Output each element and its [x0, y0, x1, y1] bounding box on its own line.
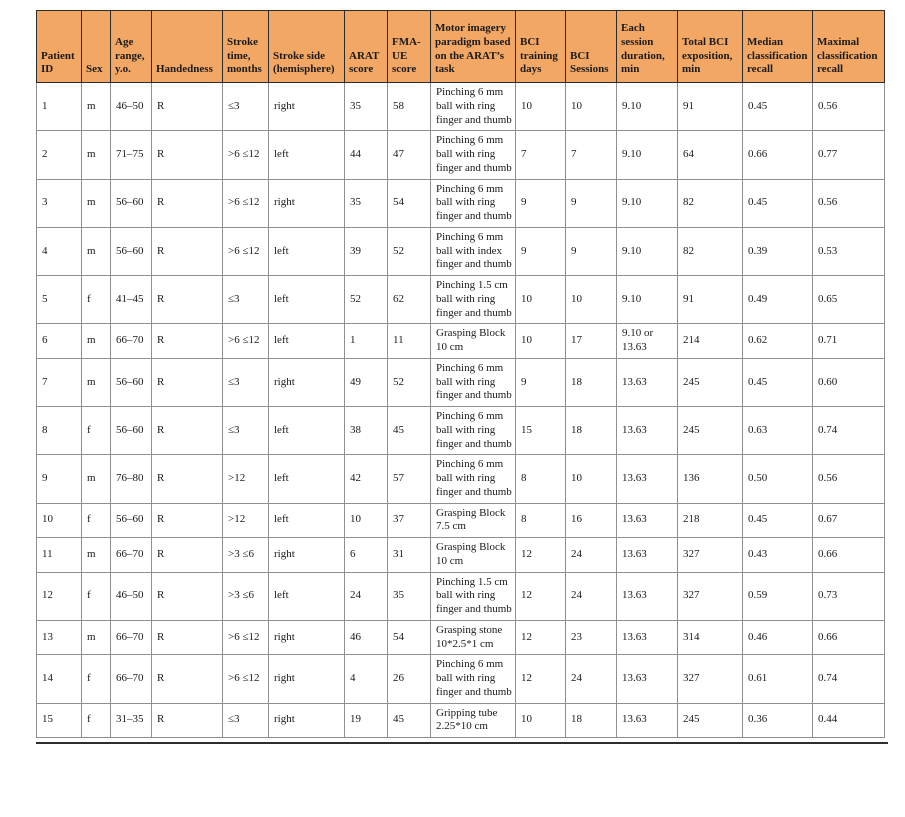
cell-session-duration: 9.10: [617, 276, 678, 324]
cell-total-exposition: 327: [678, 572, 743, 620]
cell-arat-score: 42: [345, 455, 388, 503]
cell-sex: m: [82, 324, 111, 359]
cell-stroke-time: >3 ≤6: [223, 572, 269, 620]
cell-maximal-recall: 0.53: [813, 227, 885, 275]
cell-age-range: 56–60: [111, 179, 152, 227]
cell-handedness: R: [152, 503, 223, 538]
column-header-paradigm: Motor imagery paradigm based on the ARAT’s task: [431, 11, 516, 83]
cell-median-recall: 0.36: [743, 703, 813, 738]
cell-stroke-time: >12: [223, 503, 269, 538]
cell-median-recall: 0.62: [743, 324, 813, 359]
cell-bci-sessions: 17: [566, 324, 617, 359]
cell-age-range: 41–45: [111, 276, 152, 324]
cell-median-recall: 0.59: [743, 572, 813, 620]
cell-bci-training-days: 7: [516, 131, 566, 179]
cell-fma-ue-score: 45: [388, 703, 431, 738]
cell-total-exposition: 64: [678, 131, 743, 179]
cell-total-exposition: 136: [678, 455, 743, 503]
cell-stroke-time: >6 ≤12: [223, 620, 269, 655]
cell-stroke-side: left: [269, 407, 345, 455]
cell-bci-training-days: 12: [516, 620, 566, 655]
cell-handedness: R: [152, 407, 223, 455]
cell-bci-sessions: 16: [566, 503, 617, 538]
table-row: [37, 276, 885, 324]
cell-stroke-side: left: [269, 324, 345, 359]
cell-patient-id: 3: [37, 179, 82, 227]
cell-arat-score: 38: [345, 407, 388, 455]
cell-session-duration: 13.63: [617, 455, 678, 503]
cell-maximal-recall: 0.67: [813, 503, 885, 538]
column-header-stroke-side: Stroke side (hemisphere): [269, 11, 345, 83]
cell-maximal-recall: 0.56: [813, 83, 885, 131]
cell-bci-sessions: 10: [566, 455, 617, 503]
cell-stroke-side: left: [269, 131, 345, 179]
cell-maximal-recall: 0.65: [813, 276, 885, 324]
cell-median-recall: 0.63: [743, 407, 813, 455]
cell-stroke-time: >6 ≤12: [223, 324, 269, 359]
cell-median-recall: 0.43: [743, 538, 813, 573]
cell-stroke-side: left: [269, 455, 345, 503]
table-row: [37, 538, 885, 573]
cell-age-range: 66–70: [111, 538, 152, 573]
cell-sex: f: [82, 276, 111, 324]
cell-session-duration: 13.63: [617, 655, 678, 703]
cell-paradigm: Grasping Block 7.5 cm: [431, 503, 516, 538]
cell-stroke-time: >6 ≤12: [223, 131, 269, 179]
cell-stroke-side: right: [269, 83, 345, 131]
cell-paradigm: Grasping stone 10*2.5*1 cm: [431, 620, 516, 655]
cell-stroke-time: ≤3: [223, 276, 269, 324]
cell-paradigm: Grasping Block 10 cm: [431, 538, 516, 573]
cell-median-recall: 0.49: [743, 276, 813, 324]
column-header-bci-sessions: BCI Sessions: [566, 11, 617, 83]
column-header-bci-training-days: BCI training days: [516, 11, 566, 83]
cell-bci-sessions: 18: [566, 703, 617, 738]
cell-handedness: R: [152, 620, 223, 655]
cell-patient-id: 12: [37, 572, 82, 620]
cell-handedness: R: [152, 276, 223, 324]
table-row: [37, 227, 885, 275]
table-row: [37, 455, 885, 503]
cell-bci-sessions: 24: [566, 572, 617, 620]
cell-fma-ue-score: 54: [388, 620, 431, 655]
header-row: [37, 11, 885, 83]
table-body: [37, 83, 885, 738]
cell-handedness: R: [152, 655, 223, 703]
table-row: [37, 324, 885, 359]
cell-sex: m: [82, 358, 111, 406]
cell-total-exposition: 82: [678, 179, 743, 227]
cell-stroke-side: right: [269, 358, 345, 406]
cell-arat-score: 46: [345, 620, 388, 655]
cell-median-recall: 0.46: [743, 620, 813, 655]
cell-patient-id: 9: [37, 455, 82, 503]
cell-paradigm: Pinching 6 mm ball with index finger and thumb: [431, 227, 516, 275]
cell-handedness: R: [152, 83, 223, 131]
cell-stroke-time: ≤3: [223, 703, 269, 738]
cell-age-range: 71–75: [111, 131, 152, 179]
cell-handedness: R: [152, 455, 223, 503]
cell-total-exposition: 218: [678, 503, 743, 538]
cell-patient-id: 1: [37, 83, 82, 131]
cell-bci-sessions: 7: [566, 131, 617, 179]
cell-bci-training-days: 10: [516, 276, 566, 324]
cell-arat-score: 6: [345, 538, 388, 573]
cell-sex: f: [82, 503, 111, 538]
cell-sex: m: [82, 83, 111, 131]
column-header-stroke-time: Stroke time, months: [223, 11, 269, 83]
cell-patient-id: 14: [37, 655, 82, 703]
cell-patient-id: 8: [37, 407, 82, 455]
cell-age-range: 66–70: [111, 324, 152, 359]
cell-fma-ue-score: 54: [388, 179, 431, 227]
cell-stroke-side: right: [269, 538, 345, 573]
cell-maximal-recall: 0.74: [813, 655, 885, 703]
cell-sex: f: [82, 655, 111, 703]
table-row: [37, 620, 885, 655]
cell-paradigm: Pinching 6 mm ball with ring finger and thumb: [431, 83, 516, 131]
cell-bci-training-days: 12: [516, 538, 566, 573]
cell-patient-id: 7: [37, 358, 82, 406]
cell-bci-sessions: 9: [566, 179, 617, 227]
cell-stroke-time: >6 ≤12: [223, 227, 269, 275]
column-header-maximal-recall: Maximal classification recall: [813, 11, 885, 83]
cell-maximal-recall: 0.73: [813, 572, 885, 620]
cell-total-exposition: 327: [678, 538, 743, 573]
cell-total-exposition: 327: [678, 655, 743, 703]
cell-bci-sessions: 24: [566, 655, 617, 703]
cell-arat-score: 24: [345, 572, 388, 620]
cell-fma-ue-score: 45: [388, 407, 431, 455]
cell-fma-ue-score: 35: [388, 572, 431, 620]
cell-fma-ue-score: 26: [388, 655, 431, 703]
cell-stroke-side: left: [269, 276, 345, 324]
cell-age-range: 56–60: [111, 407, 152, 455]
cell-stroke-time: ≤3: [223, 83, 269, 131]
cell-maximal-recall: 0.56: [813, 179, 885, 227]
table-row: [37, 503, 885, 538]
cell-age-range: 76–80: [111, 455, 152, 503]
cell-median-recall: 0.45: [743, 358, 813, 406]
cell-paradigm: Gripping tube 2.25*10 cm: [431, 703, 516, 738]
cell-maximal-recall: 0.44: [813, 703, 885, 738]
cell-arat-score: 10: [345, 503, 388, 538]
cell-total-exposition: 245: [678, 703, 743, 738]
cell-patient-id: 11: [37, 538, 82, 573]
cell-fma-ue-score: 31: [388, 538, 431, 573]
column-header-handedness: Handedness: [152, 11, 223, 83]
cell-maximal-recall: 0.66: [813, 538, 885, 573]
cell-maximal-recall: 0.66: [813, 620, 885, 655]
cell-total-exposition: 91: [678, 83, 743, 131]
cell-handedness: R: [152, 538, 223, 573]
column-header-sex: Sex: [82, 11, 111, 83]
cell-median-recall: 0.61: [743, 655, 813, 703]
cell-fma-ue-score: 52: [388, 358, 431, 406]
cell-stroke-time: >6 ≤12: [223, 655, 269, 703]
cell-session-duration: 13.63: [617, 703, 678, 738]
cell-age-range: 46–50: [111, 572, 152, 620]
cell-age-range: 56–60: [111, 227, 152, 275]
cell-sex: f: [82, 407, 111, 455]
cell-arat-score: 35: [345, 179, 388, 227]
cell-median-recall: 0.39: [743, 227, 813, 275]
cell-paradigm: Pinching 1.5 cm ball with ring finger and thumb: [431, 572, 516, 620]
cell-age-range: 46–50: [111, 83, 152, 131]
table-row: [37, 655, 885, 703]
cell-age-range: 66–70: [111, 620, 152, 655]
cell-session-duration: 13.63: [617, 503, 678, 538]
cell-stroke-side: right: [269, 620, 345, 655]
cell-arat-score: 35: [345, 83, 388, 131]
cell-paradigm: Grasping Block 10 cm: [431, 324, 516, 359]
cell-maximal-recall: 0.60: [813, 358, 885, 406]
cell-age-range: 56–60: [111, 358, 152, 406]
cell-sex: m: [82, 538, 111, 573]
cell-session-duration: 9.10: [617, 227, 678, 275]
column-header-median-recall: Median classification recall: [743, 11, 813, 83]
table-header: [37, 11, 885, 83]
cell-patient-id: 5: [37, 276, 82, 324]
cell-bci-training-days: 9: [516, 358, 566, 406]
cell-median-recall: 0.45: [743, 83, 813, 131]
cell-handedness: R: [152, 324, 223, 359]
cell-median-recall: 0.45: [743, 503, 813, 538]
cell-patient-id: 15: [37, 703, 82, 738]
table-bottom-rule: [36, 742, 888, 744]
cell-stroke-time: >12: [223, 455, 269, 503]
cell-fma-ue-score: 58: [388, 83, 431, 131]
cell-sex: m: [82, 455, 111, 503]
cell-arat-score: 52: [345, 276, 388, 324]
column-header-total-exposition: Total BCI exposition, min: [678, 11, 743, 83]
cell-total-exposition: 314: [678, 620, 743, 655]
cell-bci-training-days: 12: [516, 655, 566, 703]
cell-fma-ue-score: 62: [388, 276, 431, 324]
cell-session-duration: 13.63: [617, 620, 678, 655]
cell-patient-id: 13: [37, 620, 82, 655]
cell-bci-training-days: 10: [516, 83, 566, 131]
table-row: [37, 407, 885, 455]
cell-stroke-time: >3 ≤6: [223, 538, 269, 573]
cell-bci-training-days: 8: [516, 455, 566, 503]
cell-session-duration: 13.63: [617, 538, 678, 573]
cell-fma-ue-score: 52: [388, 227, 431, 275]
cell-bci-training-days: 8: [516, 503, 566, 538]
cell-maximal-recall: 0.71: [813, 324, 885, 359]
cell-paradigm: Pinching 6 mm ball with ring finger and thumb: [431, 179, 516, 227]
cell-total-exposition: 245: [678, 407, 743, 455]
cell-patient-id: 2: [37, 131, 82, 179]
cell-patient-id: 6: [37, 324, 82, 359]
cell-total-exposition: 245: [678, 358, 743, 406]
cell-bci-training-days: 12: [516, 572, 566, 620]
cell-fma-ue-score: 57: [388, 455, 431, 503]
cell-bci-sessions: 24: [566, 538, 617, 573]
cell-session-duration: 13.63: [617, 358, 678, 406]
table-row: [37, 83, 885, 131]
cell-paradigm: Pinching 6 mm ball with ring finger and thumb: [431, 455, 516, 503]
cell-bci-training-days: 9: [516, 227, 566, 275]
cell-session-duration: 9.10: [617, 131, 678, 179]
column-header-session-duration: Each session duration, min: [617, 11, 678, 83]
cell-sex: m: [82, 227, 111, 275]
cell-arat-score: 49: [345, 358, 388, 406]
table-row: [37, 358, 885, 406]
table-row: [37, 703, 885, 738]
cell-stroke-time: >6 ≤12: [223, 179, 269, 227]
cell-maximal-recall: 0.77: [813, 131, 885, 179]
cell-bci-training-days: 9: [516, 179, 566, 227]
cell-sex: m: [82, 620, 111, 655]
cell-stroke-side: left: [269, 572, 345, 620]
cell-bci-sessions: 10: [566, 276, 617, 324]
cell-median-recall: 0.45: [743, 179, 813, 227]
cell-stroke-side: left: [269, 227, 345, 275]
cell-bci-sessions: 18: [566, 358, 617, 406]
column-header-arat-score: ARAT score: [345, 11, 388, 83]
cell-age-range: 66–70: [111, 655, 152, 703]
cell-arat-score: 4: [345, 655, 388, 703]
cell-bci-sessions: 10: [566, 83, 617, 131]
table-row: [37, 131, 885, 179]
column-header-fma-ue-score: FMA-UE score: [388, 11, 431, 83]
column-header-patient-id: Patient ID: [37, 11, 82, 83]
cell-median-recall: 0.66: [743, 131, 813, 179]
cell-paradigm: Pinching 6 mm ball with ring finger and thumb: [431, 358, 516, 406]
cell-bci-sessions: 23: [566, 620, 617, 655]
cell-arat-score: 1: [345, 324, 388, 359]
cell-handedness: R: [152, 131, 223, 179]
cell-arat-score: 44: [345, 131, 388, 179]
cell-sex: f: [82, 572, 111, 620]
cell-handedness: R: [152, 358, 223, 406]
cell-session-duration: 13.63: [617, 572, 678, 620]
cell-total-exposition: 214: [678, 324, 743, 359]
table-row: [37, 179, 885, 227]
cell-fma-ue-score: 37: [388, 503, 431, 538]
cell-stroke-side: right: [269, 703, 345, 738]
cell-maximal-recall: 0.74: [813, 407, 885, 455]
cell-age-range: 31–35: [111, 703, 152, 738]
cell-age-range: 56–60: [111, 503, 152, 538]
cell-handedness: R: [152, 572, 223, 620]
cell-arat-score: 39: [345, 227, 388, 275]
cell-patient-id: 4: [37, 227, 82, 275]
cell-maximal-recall: 0.56: [813, 455, 885, 503]
cell-median-recall: 0.50: [743, 455, 813, 503]
cell-bci-sessions: 9: [566, 227, 617, 275]
cell-stroke-side: left: [269, 503, 345, 538]
cell-sex: f: [82, 703, 111, 738]
table-row: [37, 572, 885, 620]
cell-bci-training-days: 10: [516, 324, 566, 359]
cell-session-duration: 9.10: [617, 83, 678, 131]
cell-paradigm: Pinching 1.5 cm ball with ring finger and thumb: [431, 276, 516, 324]
cell-session-duration: 13.63: [617, 407, 678, 455]
cell-handedness: R: [152, 703, 223, 738]
cell-stroke-time: ≤3: [223, 358, 269, 406]
cell-fma-ue-score: 47: [388, 131, 431, 179]
cell-handedness: R: [152, 227, 223, 275]
cell-bci-sessions: 18: [566, 407, 617, 455]
cell-fma-ue-score: 11: [388, 324, 431, 359]
patients-table: [36, 10, 885, 738]
cell-arat-score: 19: [345, 703, 388, 738]
cell-total-exposition: 82: [678, 227, 743, 275]
cell-paradigm: Pinching 6 mm ball with ring finger and thumb: [431, 655, 516, 703]
cell-patient-id: 10: [37, 503, 82, 538]
cell-stroke-side: right: [269, 179, 345, 227]
cell-session-duration: 9.10 or 13.63: [617, 324, 678, 359]
cell-sex: m: [82, 179, 111, 227]
cell-stroke-time: ≤3: [223, 407, 269, 455]
cell-handedness: R: [152, 179, 223, 227]
cell-stroke-side: right: [269, 655, 345, 703]
cell-bci-training-days: 10: [516, 703, 566, 738]
cell-total-exposition: 91: [678, 276, 743, 324]
cell-paradigm: Pinching 6 mm ball with ring finger and thumb: [431, 407, 516, 455]
column-header-age-range: Age range, y.o.: [111, 11, 152, 83]
cell-bci-training-days: 15: [516, 407, 566, 455]
cell-session-duration: 9.10: [617, 179, 678, 227]
cell-paradigm: Pinching 6 mm ball with ring finger and thumb: [431, 131, 516, 179]
cell-sex: m: [82, 131, 111, 179]
